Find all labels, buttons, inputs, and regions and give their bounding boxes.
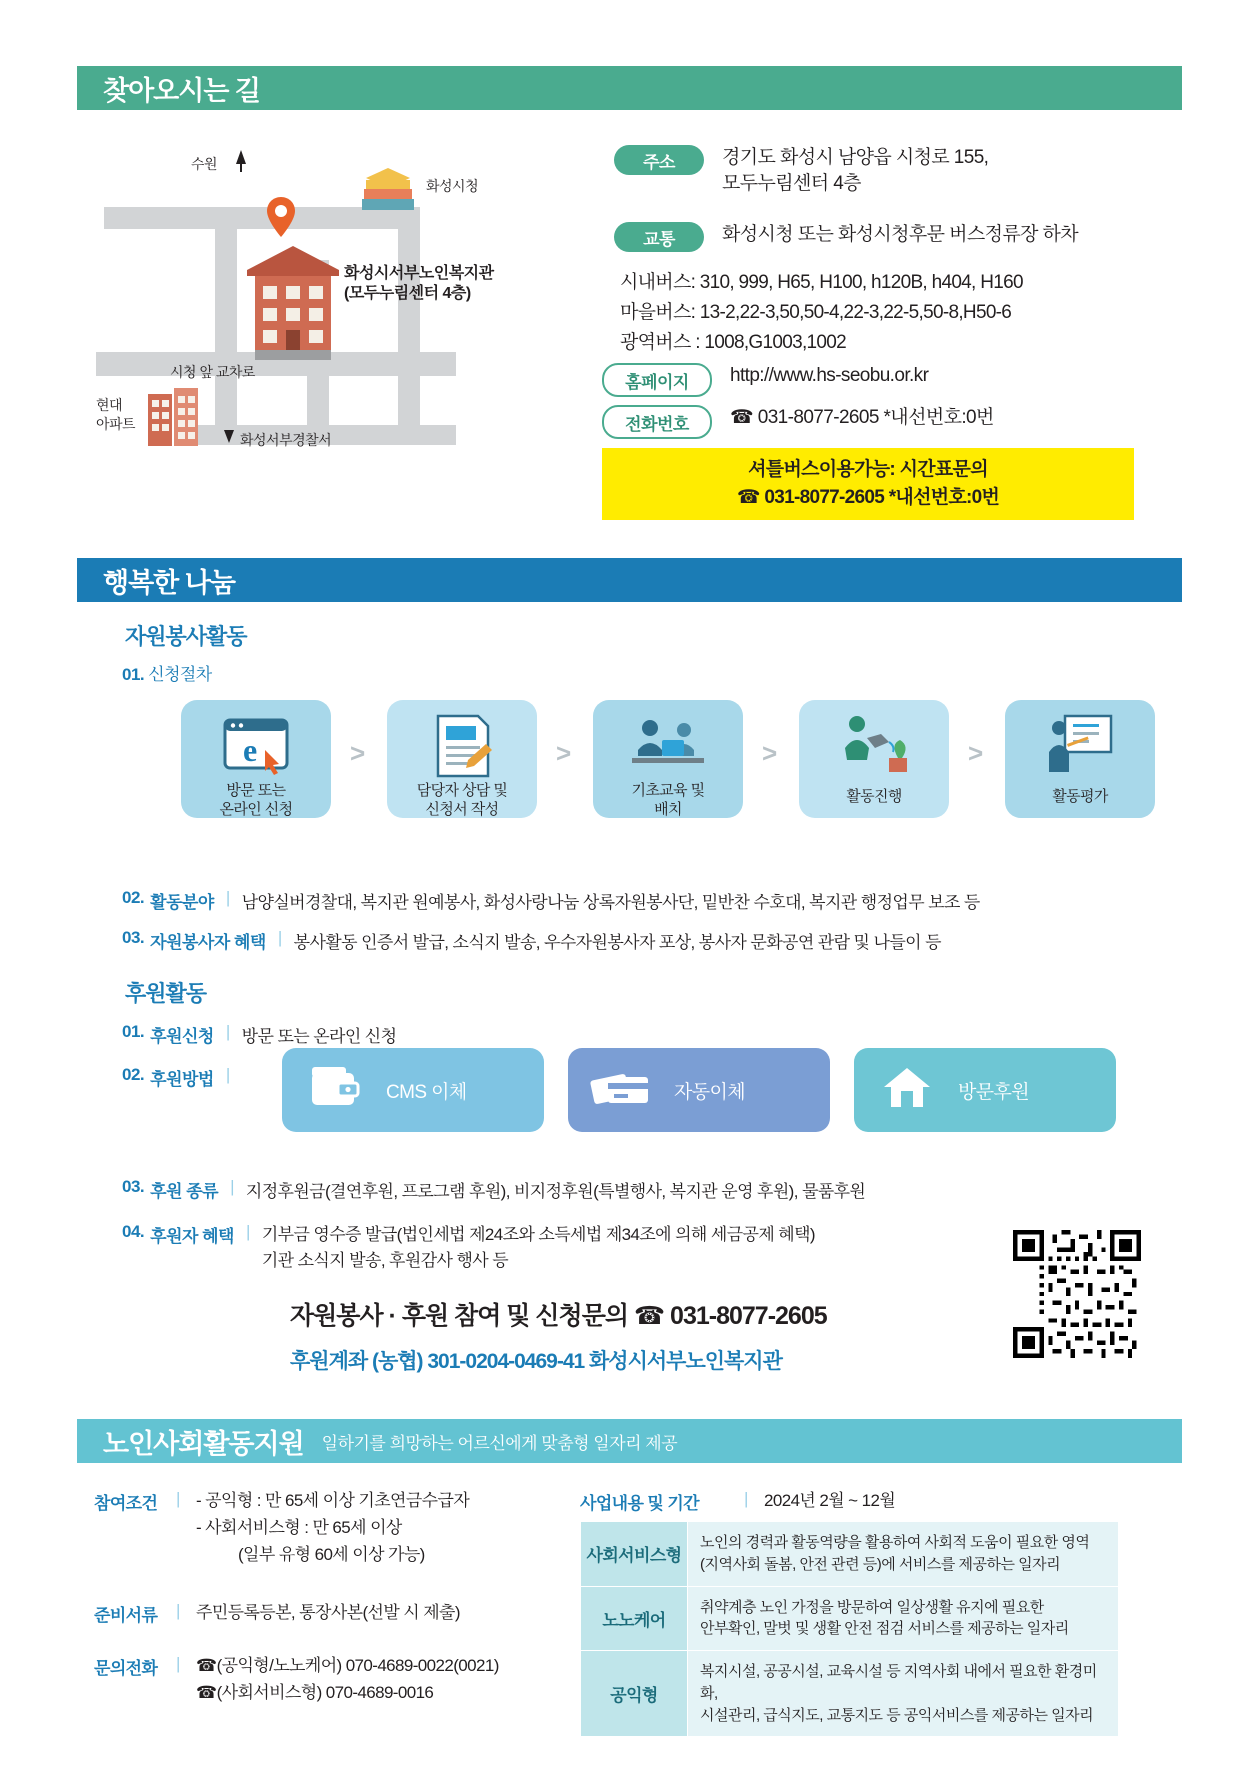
sponsor-row-4-text: 기부금 영수증 발급(법인세법 제24조와 소득세법 제34조에 의해 세금공제 혜택) 기관 소식지 발송, 후원감사 행사 등 <box>261 1225 815 1271</box>
telephone-text: ☎(공익형/노노케어) 070-4689-0022(0021) ☎(사회서비스형) 070-4689-0016 <box>196 1656 499 1703</box>
period-text: 2024년 2월 ~ 12월 <box>764 1491 896 1510</box>
map-police-label: 화성서부경찰서 <box>240 432 332 448</box>
sponsor-row-3: 03. 후원 종류 | 지정후원금(결연후원, 프로그램 후원), 비지정후원(특별행사, 복지관 운영 후원), 물품후원 <box>122 1177 866 1201</box>
apartment-building-icon <box>146 386 210 453</box>
section-header-senior <box>77 1419 1182 1463</box>
step-4 <box>799 700 949 818</box>
donate-method-cms[interactable] <box>282 1048 544 1132</box>
donation-account-line: 후원계좌 (농협) 301-0204-0469-41 화성시서부노인복지관 <box>290 1350 782 1373</box>
documents-label: 준비서류 <box>94 1606 158 1625</box>
homepage-url[interactable]: http://www.hs-seobu.or.kr <box>730 365 929 386</box>
table-row <box>581 1586 1119 1651</box>
divider: | <box>176 1489 181 1508</box>
job-type-name: 공익형 <box>581 1651 688 1737</box>
divider: | <box>176 1654 181 1673</box>
divider: | <box>176 1601 181 1620</box>
section-header-directions <box>77 66 1182 110</box>
table-row <box>581 1522 1119 1587</box>
presentation-icon <box>1047 714 1113 781</box>
chevron-right-icon-3: > <box>762 738 778 768</box>
bus-village-line: 마을버스: 13-2,22-3,50,50-4,22-3,22-5,50-8,H50-6 <box>620 302 1012 323</box>
step-2-caption: 담당자 상담 및 신청서 작성 <box>416 782 508 818</box>
divider: | <box>230 1177 234 1196</box>
map-apartment-label-1: 현대 <box>96 397 123 413</box>
job-type-desc: 취약계층 노인 가정을 방문하여 일상생활 유지에 필요한 안부확인, 말벗 및 생활 안전 점검 서비스를 제공하는 일자리 <box>688 1586 1119 1651</box>
volunteer-heading: 자원봉사활동 <box>125 624 247 649</box>
phone-label: 전화번호 <box>602 405 712 439</box>
browser-e-icon <box>221 716 291 781</box>
step-4-caption: 활동진행 <box>846 788 902 805</box>
step-3-caption: 기초교육 및 배치 <box>631 782 705 818</box>
sponsor-heading: 후원활동 <box>125 981 207 1006</box>
house-icon <box>882 1065 932 1116</box>
documents-text: 주민등록등본, 통장사본(선발 시 제출) <box>196 1603 460 1622</box>
step-3 <box>593 700 743 818</box>
cityhall-building-icon <box>358 162 418 219</box>
section-header-sharing <box>77 558 1182 602</box>
donate-method-auto-label: 자동이체 <box>674 1081 746 1103</box>
phone-value: ☎ 031-8077-2605 *내선번호:0번 <box>730 407 994 428</box>
road-vertical-right <box>398 207 420 445</box>
step-1 <box>181 700 331 818</box>
step-5-caption: 활동평가 <box>1052 788 1108 805</box>
donate-method-visit-label: 방문후원 <box>958 1081 1030 1103</box>
transport-label: 교통 <box>614 222 704 252</box>
contact-inquiry-line: 자원봉사 · 후원 참여 및 신청문의 ☎ 031-8077-2605 <box>290 1302 827 1330</box>
map-crossroad-label: 시청 앞 교차로 <box>170 364 255 380</box>
homepage-row[interactable] <box>602 363 928 397</box>
table-row <box>581 1651 1119 1737</box>
job-type-desc: 복지시설, 공공시설, 교육시설 등 지역사회 내에서 필요한 환경미화, 시설관리, 급식지도, 교통지도 등 공익서비스를 제공하는 일자리 <box>688 1651 1119 1737</box>
map-north-label: 수원 <box>191 156 218 172</box>
sponsor-row-4: 04. 후원자 혜택 | 기부금 영수증 발급(법인세법 제24조와 소득세법 제34조에 의해 세금공제 혜택) 기관 소식지 발송, 후원감사 행사 등 <box>122 1222 815 1275</box>
document-icon <box>432 714 492 783</box>
telephone-label: 문의전화 <box>94 1659 158 1678</box>
divider: | <box>744 1489 749 1508</box>
south-arrow-icon <box>224 430 234 443</box>
divider: | <box>225 1022 230 1041</box>
divider: | <box>225 888 230 907</box>
shuttle-line-2: ☎ 031-8077-2605 *내선번호:0번 <box>736 487 1000 508</box>
shuttle-line-1: 셔틀버스이용가능: 시간표문의 <box>748 459 988 481</box>
map-apartment-label-2: 아파트 <box>96 416 136 432</box>
north-arrow-stem <box>240 162 242 172</box>
divider: | <box>225 1065 230 1084</box>
section-title-senior: 노인사회활동지원 <box>103 1428 304 1459</box>
job-types-table <box>580 1521 1119 1737</box>
job-type-name: 사회서비스형 <box>581 1522 688 1587</box>
svg-text:e: e <box>243 732 258 768</box>
address-value: 경기도 화성시 남양읍 시청로 155, 모두누림센터 4층 <box>722 147 989 194</box>
condition-text: - 공익형 : 만 65세 이상 기초연금수급자 - 사회서비스형 : 만 65세 이상 (일부 유형 60세 이상 가능) <box>196 1491 470 1565</box>
bus-wide-line: 광역버스 : 1008,G1003,1002 <box>620 332 846 353</box>
wallet-icon <box>308 1065 360 1116</box>
donate-method-visit[interactable] <box>854 1048 1116 1132</box>
center-building-icon <box>241 236 345 369</box>
map-center-label: 화성시서부노인복지관 (모두누림센터 4층) <box>344 265 494 302</box>
section-title-directions: 찾아오시는 길 <box>103 75 260 106</box>
step-2 <box>387 700 537 818</box>
watering-plant-icon <box>837 714 913 781</box>
donate-method-auto[interactable] <box>568 1048 830 1132</box>
bus-city-line: 시내버스: 310, 999, H65, H100, h120B, h404, H160 <box>620 272 1023 293</box>
job-type-name: 노노케어 <box>581 1586 688 1651</box>
chevron-right-icon-2: > <box>556 738 572 768</box>
condition-label: 참여조건 <box>94 1494 158 1513</box>
chevron-right-icon-4: > <box>968 738 984 768</box>
shuttle-notice-box <box>602 448 1134 520</box>
job-type-desc: 노인의 경력과 활동역량을 활용하여 사회적 도움이 필요한 영역 (지역사회 돌봄, 안전 관련 등)에 서비스를 제공하는 일자리 <box>688 1522 1119 1587</box>
donate-method-cms-label: CMS 이체 <box>386 1081 467 1103</box>
volunteer-row-3: 03. 자원봉사자 혜택 | 봉사활동 인증서 발급, 소식지 발송, 우수자원봉사자 포상, 봉사자 문화공연 관람 및 나들이 등 <box>122 928 941 952</box>
address-label: 주소 <box>614 145 704 175</box>
volunteer-row-2: 02. 활동분야 | 남양실버경찰대, 복지관 원예봉사, 화성사랑나눔 상록자원봉사단, 밑반찬 수호대, 복지관 행정업무 보조 등 <box>122 888 980 912</box>
transport-row <box>614 222 1078 252</box>
step-5 <box>1005 700 1155 818</box>
section-title-sharing: 행복한 나눔 <box>103 567 235 598</box>
card-icon <box>590 1065 652 1116</box>
road-vertical-left <box>215 207 237 445</box>
transport-value: 화성시청 또는 화성시청후문 버스정류장 하차 <box>722 224 1079 245</box>
phone-row <box>602 405 994 439</box>
divider: | <box>277 928 282 947</box>
homepage-label: 홈페이지 <box>602 363 712 397</box>
address-row <box>614 145 988 196</box>
sponsor-row-2: 02. 후원방법 | <box>122 1065 230 1089</box>
sponsor-row-1: 01. 후원신청 | 방문 또는 온라인 신청 <box>122 1022 397 1046</box>
map-cityhall-label: 화성시청 <box>426 178 479 194</box>
qr-code[interactable] <box>1013 1230 1141 1358</box>
step-1-caption: 방문 또는 온라인 신청 <box>219 782 293 818</box>
map-illustration <box>96 140 526 480</box>
chevron-right-icon-1: > <box>350 738 366 768</box>
section-subtitle-senior: 일하기를 희망하는 어르신에게 맞춤형 일자리 제공 <box>321 1433 678 1453</box>
period-label: 사업내용 및 기간 <box>580 1494 700 1513</box>
desk-education-icon <box>628 716 708 781</box>
divider: | <box>245 1222 250 1241</box>
volunteer-step-title: 01. 신청절차 <box>122 665 212 684</box>
